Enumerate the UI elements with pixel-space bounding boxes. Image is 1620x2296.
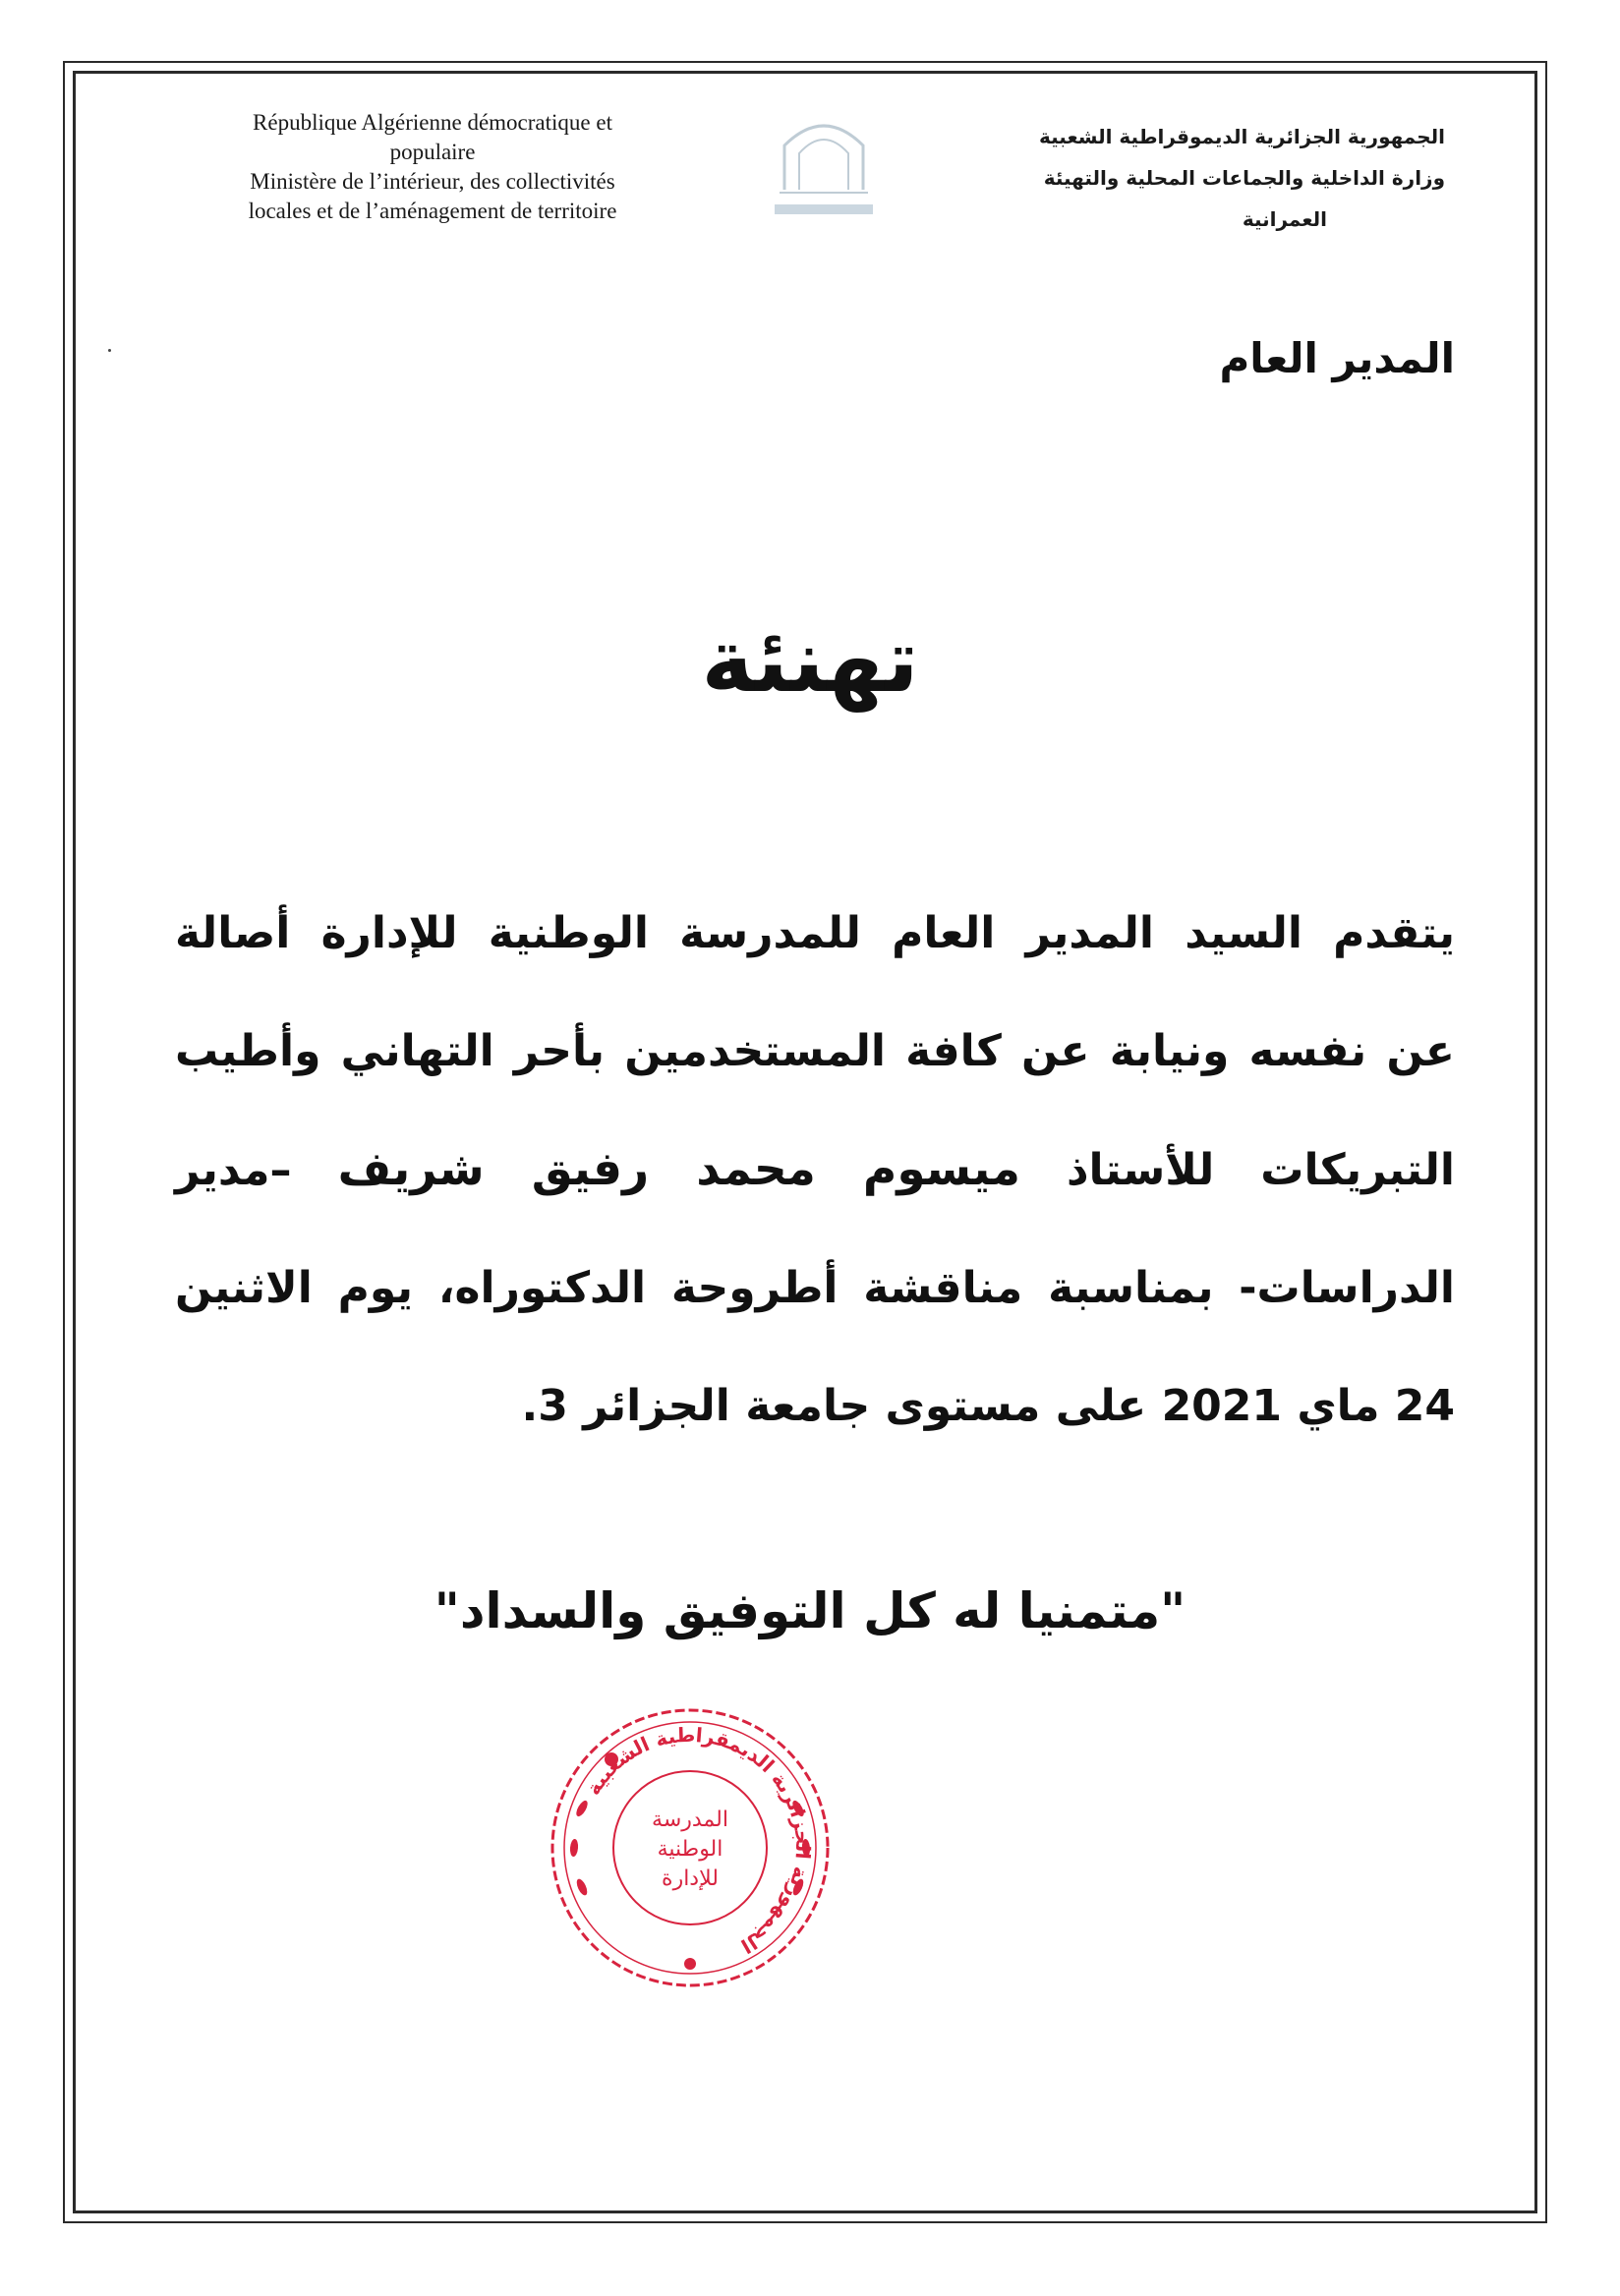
body-line: 24 ماي 2021 على مستوى جامعة الجزائر 3.: [521, 1381, 1455, 1431]
header-fr-line: République Algérienne démocratique et: [253, 110, 612, 135]
director-general-label: المدير العام: [1219, 334, 1455, 382]
header-fr-line: Ministère de l’intérieur, des collectivités: [250, 169, 615, 194]
body-line: عن نفسه ونيابة عن كافة المستخدمين بأحر التهاني وأطيب: [175, 1026, 1455, 1076]
document-title: تهنئة: [701, 609, 919, 713]
official-seal-stamp: [543, 1700, 838, 1995]
seal-inner-line: للإدارة: [662, 1866, 719, 1891]
body-text-segment: –مدير: [175, 1145, 292, 1195]
header-fr-line: populaire: [389, 140, 476, 164]
header-ar-line: الجمهورية الجزائرية الديموقراطية الشعبية: [1039, 125, 1445, 148]
seal-outer-text: الجمهورية الجزائرية الديمقراطية الشعبية: [581, 1722, 816, 1959]
honoree-name: ميسوم محمد رفيق شريف: [337, 1142, 1020, 1196]
body-text-segment: التبريكات للأستاذ: [1066, 1145, 1455, 1195]
body-line: الدراسات- بمناسبة مناقشة أطروحة الدكتوراه، يوم الاثنين: [175, 1263, 1455, 1313]
congratulation-body: [175, 875, 1455, 1465]
header-ar-line: العمرانية: [1242, 207, 1327, 231]
header-fr-line: locales et de l’aménagement de territoire: [248, 199, 617, 223]
header-french: [177, 108, 688, 226]
scan-speck: [108, 349, 111, 352]
header-ar-line: وزارة الداخلية والجماعات المحلية والتهيئة: [1043, 166, 1445, 190]
closing-wish: "متمنيا له كل التوفيق والسداد": [434, 1582, 1186, 1639]
header-arabic: [934, 116, 1445, 240]
body-line: يتقدم السيد المدير العام للمدرسة الوطنية للإدارة أصالة: [175, 908, 1455, 958]
institution-logo: [765, 106, 883, 234]
seal-inner-line: الوطنية: [657, 1837, 723, 1862]
seal-inner-line: المدرسة: [652, 1808, 728, 1832]
body-line: [175, 1111, 1455, 1230]
